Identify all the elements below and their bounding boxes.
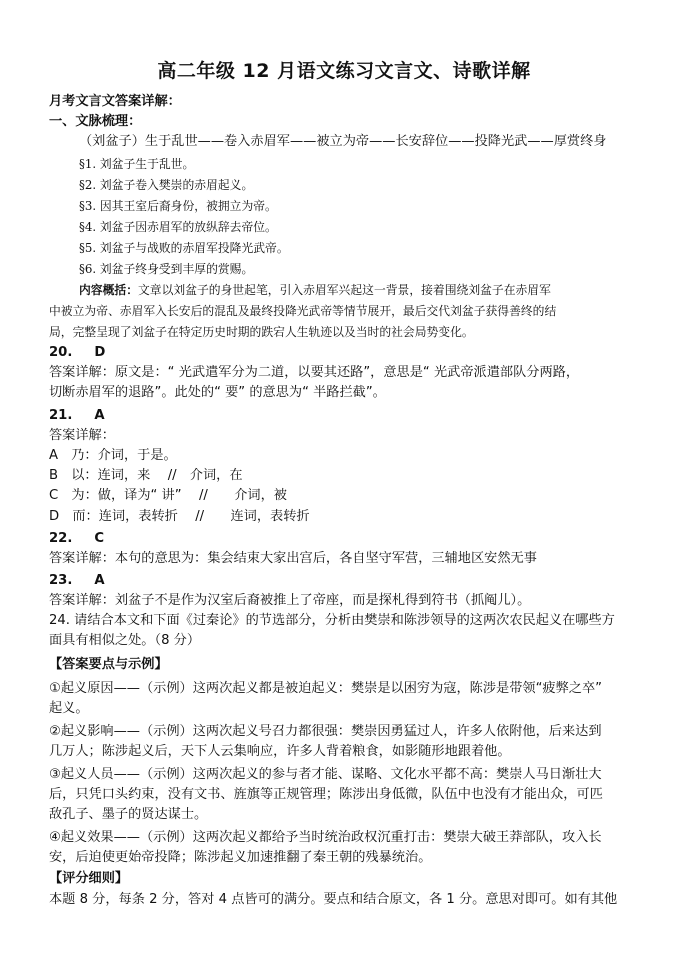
paragraph-summary-6: §6. 刘盆子终身受到丰厚的赏赐。 (79, 262, 254, 276)
q21-answer: A (94, 408, 105, 423)
q24-point-4-line-1: ④起义效果——（示例）这两次起义都给予当时统治政权沉重打击：樊崇大破王莽部队，攻入长 (49, 830, 602, 845)
paragraph-summary-2: §2. 刘盆子卷入樊崇的赤眉起义。 (79, 178, 254, 192)
q24-point-4-line-2: 安，后迫使更始帝投降；陈涉起义加速推翻了秦王朝的残暴统治。 (49, 850, 432, 865)
content-summary-line-3: 局，完整呈现了刘盆子在特定历史时期的跌宕人生轨迹以及当时的社会局势变化。 (49, 325, 474, 339)
q21-option-b: B 以：连词，来 // 介词，在 (49, 468, 243, 483)
q21-option-a: A 乃：介词，于是。 (49, 448, 177, 463)
paragraph-summary-1: §1. 刘盆子生于乱世。 (79, 157, 195, 171)
q22-header (49, 530, 669, 548)
content-summary-line-2: 中被立为帝、赤眉军入长安后的混乱及最终投降光武帝等情节展开，最后交代刘盆子获得善终的结 (49, 304, 557, 318)
document-title: 高二年级 12 月语文练习文言文、诗歌详解 (157, 60, 531, 82)
q21-number: 21. (49, 408, 73, 423)
q24-question-1: 24. 请结合本文和下面《过秦论》的节选部分，分析由樊崇和陈涉领导的这两次农民起义在哪些方 (49, 613, 615, 628)
q21-header (49, 407, 669, 425)
q20-header (49, 344, 669, 362)
q23-explanation: 答案详解：刘盆子不是作为汉室后裔被推上了帝座，而是探札得到符书（抓阄儿）。 (49, 593, 531, 608)
q24-point-3-line-2: 后，只凭口头约束，没有文书、旌旗等正规管理；陈涉出身低微，队伍中也没有才能出众，可匹 (49, 787, 603, 802)
q24-point-2-line-2: 几万人；陈涉起义后，天下人云集响应，许多人背着粮食，如影随形地跟着他。 (49, 744, 511, 759)
q20-answer: D (94, 345, 106, 360)
q24-point-3-line-1: ③起义人员——（示例）这两次起义的参与者才能、谋略、文化水平都不高：樊崇人马日渐壮大 (49, 767, 602, 782)
content-summary-label: 内容概括： (79, 283, 138, 297)
q24-answer-heading: 【答案要点与示例】 (49, 657, 168, 672)
q21-option-d: D 而：连词，表转折 // 连词，表转折 (49, 509, 310, 524)
paragraph-summary-3: §3. 因其王室后裔身份，被拥立为帝。 (79, 199, 277, 213)
q20-explanation-1: 答案详解：原文是：“ 光武遣军分为二道，以要其还路”，意思是“ 光武帝派遣部队分两路， (49, 365, 580, 380)
q24-question-2: 面具有相似之处。（8 分） (49, 633, 201, 648)
part1-heading: 一、文脉梳理： (49, 114, 142, 129)
q23-answer: A (94, 573, 105, 588)
q24-point-1-line-1: ①起义原因——（示例）这两次起义都是被迫起义：樊崇是以困穷为寇，陈涉是带领“疲弊之卒” (49, 681, 602, 696)
outline-text: （刘盆子）生于乱世——卷入赤眉军——被立为帝——长安辞位——投降光武——厚赏终身 (79, 134, 607, 149)
section-heading: 月考文言文答案详解： (49, 94, 181, 109)
q24-point-3-line-3: 敌孔子、墨子的贤达谋士。 (49, 807, 208, 822)
q21-label: 答案详解： (49, 428, 115, 443)
q20-explanation-2: 切断赤眉军的退路”。此处的“ 要” 的意思为“ 半路拦截”。 (49, 385, 386, 400)
paragraph-summary-5: §5. 刘盆子与战败的赤眉军投降光武帝。 (79, 241, 289, 255)
q24-scoring-text: 本题 8 分，每条 2 分，答对 4 点皆可的满分。要点和结合原文，各 1 分。意思对即可。如有其他 (49, 892, 618, 907)
q22-explanation: 答案详解：本句的意思为：集会结束大家出宫后，各自坚守军营，三辅地区安然无事 (49, 551, 537, 566)
q24-point-2-line-1: ②起义影响——（示例）这两次起义号召力都很强：樊崇因勇猛过人，许多人依附他，后来达到 (49, 724, 602, 739)
q20-number: 20. (49, 345, 73, 360)
q22-answer: C (94, 531, 105, 546)
q24-point-1-line-2: 起义。 (49, 701, 89, 716)
q24-scoring-heading: 【评分细则】 (49, 871, 129, 886)
content-summary-line-1 (79, 281, 669, 299)
content-summary-text-1: 文章以刘盆子的身世起笔，引入赤眉军兴起这一背景，接着围绕刘盆子在赤眉军 (138, 283, 551, 297)
paragraph-summary-4: §4. 刘盆子因赤眉军的放纵辞去帝位。 (79, 220, 277, 234)
q22-number: 22. (49, 531, 73, 546)
q23-number: 23. (49, 573, 73, 588)
q23-header (49, 572, 669, 590)
q21-option-c: C 为：做，译为“ 讲” // 介词，被 (49, 488, 287, 503)
